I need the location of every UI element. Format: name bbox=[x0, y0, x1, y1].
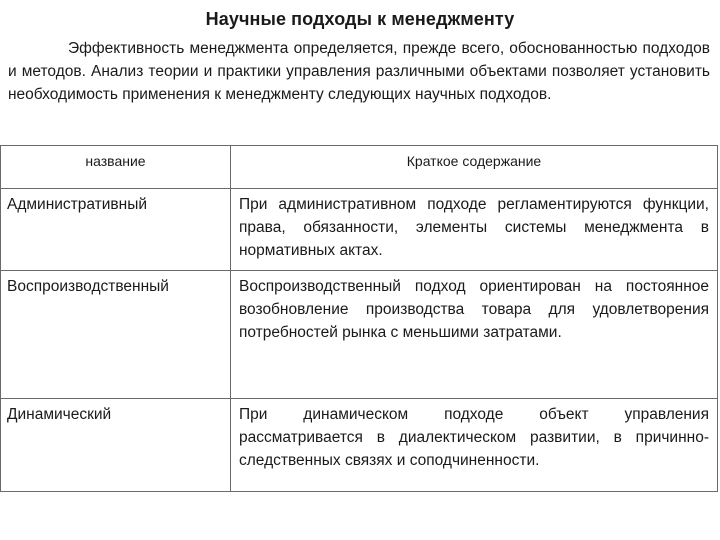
table-row bbox=[1, 189, 718, 271]
header-summary: Краткое содержание bbox=[231, 146, 718, 189]
row-summary: Воспроизводственный подход ориентирован на постоянное возобновление производства товара для удовлетворения потребностей рынка с меньшими затратами. bbox=[231, 271, 718, 399]
row-name: Воспроизводственный bbox=[1, 271, 231, 399]
table-row bbox=[1, 399, 718, 492]
header-name: название bbox=[1, 146, 231, 189]
page-title: Научные подходы к менеджменту bbox=[205, 9, 515, 29]
row-summary: При динамическом подходе объект управления рассматривается в диалектическом развитии, в причинно-следственных связях и соподчиненности. bbox=[231, 399, 718, 492]
row-summary: При административном подходе регламентируются функции, права, обязанности, элементы системы менеджмента в нормативных актах. bbox=[231, 189, 718, 271]
table-header-row bbox=[1, 146, 718, 189]
table-row bbox=[1, 271, 718, 399]
intro-paragraph: Эффективность менеджмента определяется, прежде всего, обоснованностью подходов и методов. Анализ теории и практики управления различными объектами позволяет установить необходимость применения к менеджменту следующих научных подходов. bbox=[8, 40, 710, 103]
row-name: Административный bbox=[1, 189, 231, 271]
approaches-table bbox=[0, 145, 718, 492]
row-name: Динамический bbox=[1, 399, 231, 492]
